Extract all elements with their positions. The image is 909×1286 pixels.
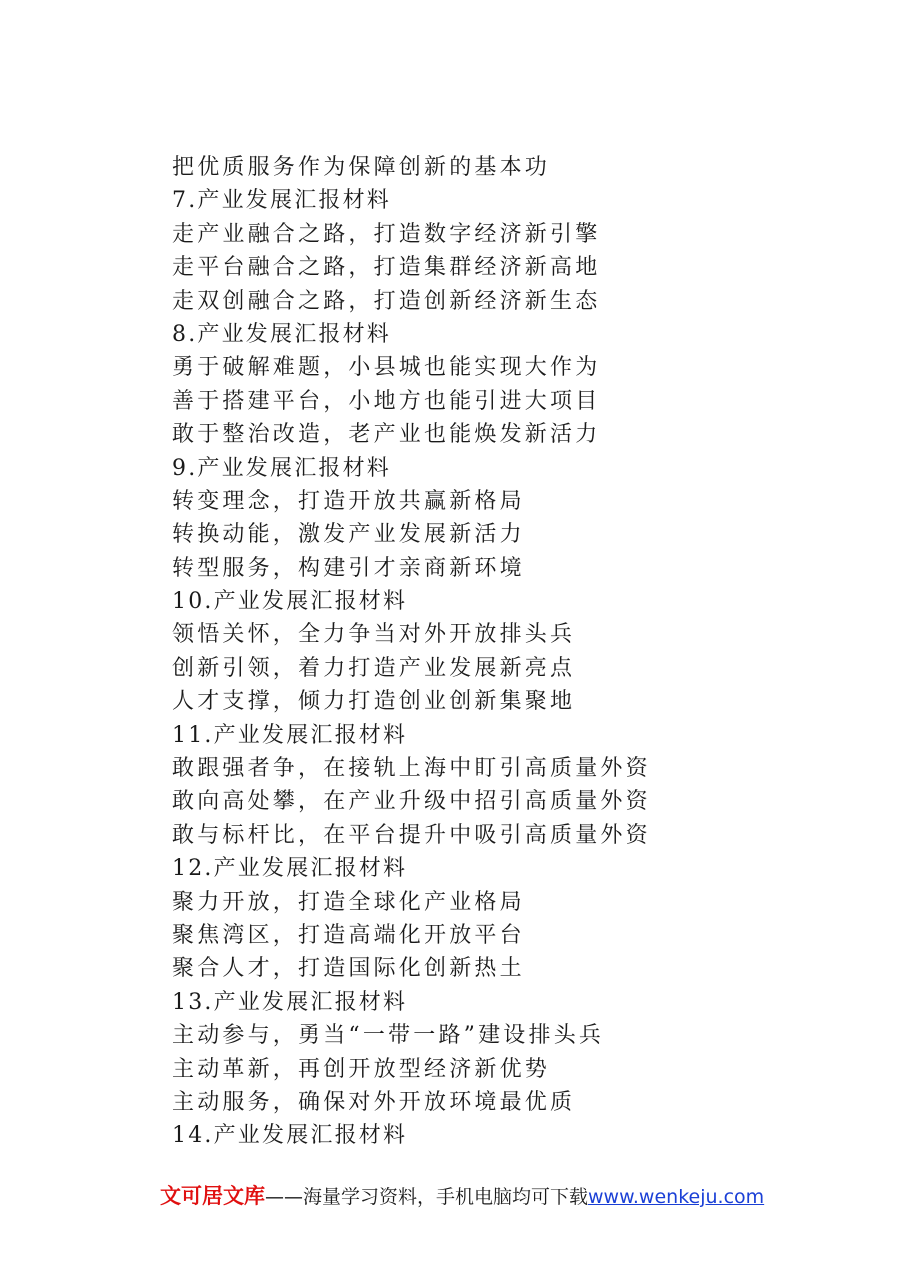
- text-line: 把优质服务作为保障创新的基本功: [172, 155, 551, 180]
- text-line: 敢于整治改造，老产业也能焕发新活力: [172, 422, 601, 448]
- document-body: [172, 151, 872, 1153]
- text-line: 走产业融合之路，打造数字经济新引擎: [172, 221, 601, 247]
- section-heading: 7.产业发展汇报材料: [172, 188, 391, 214]
- section-heading: 10.产业发展汇报材料: [172, 589, 408, 615]
- text-line: 敢与标杆比，在平台提升中吸引高质量外资: [172, 822, 651, 848]
- text-line: 领悟关怀，全力争当对外开放排头兵: [172, 622, 576, 648]
- text-line: 转变理念，打造开放共赢新格局: [172, 488, 525, 514]
- text-line: 主动参与，勇当“一带一路”建设排头兵: [172, 1023, 605, 1049]
- text-line: 转型服务，构建引才亲商新环境: [172, 555, 525, 581]
- footer-tagline: ——海量学习资料，手机电脑均可下载: [265, 1186, 589, 1208]
- section-heading: 13.产业发展汇报材料: [172, 989, 408, 1015]
- text-line: 走双创融合之路，打造创新经济新生态: [172, 288, 601, 314]
- section-heading: 11.产业发展汇报材料: [172, 722, 408, 748]
- section-heading: 9.产业发展汇报材料: [172, 455, 391, 481]
- text-line: 走平台融合之路，打造集群经济新高地: [172, 255, 601, 281]
- footer-url-link[interactable]: www.wenkeju.com: [588, 1186, 765, 1208]
- section-heading: 14.产业发展汇报材料: [172, 1123, 408, 1149]
- text-line: 聚力开放，打造全球化产业格局: [172, 889, 525, 915]
- text-line: 勇于破解难题，小县城也能实现大作为: [172, 355, 601, 381]
- footer-banner: [160, 1182, 800, 1211]
- section-heading: 12.产业发展汇报材料: [172, 856, 408, 882]
- text-line: 敢跟强者争，在接轨上海中盯引高质量外资: [172, 756, 651, 782]
- text-line: 主动革新，再创开放型经济新优势: [172, 1056, 551, 1082]
- text-line: 聚焦湾区，打造高端化开放平台: [172, 922, 525, 948]
- text-line: 创新引领，着力打造产业发展新亮点: [172, 655, 576, 681]
- footer-brand: 文可居文库: [160, 1184, 265, 1208]
- text-line: 主动服务，确保对外开放环境最优质: [172, 1089, 576, 1115]
- text-line: 聚合人才，打造国际化创新热土: [172, 956, 525, 982]
- text-line: 敢向高处攀，在产业升级中招引高质量外资: [172, 789, 651, 815]
- text-line: 人才支撑，倾力打造创业创新集聚地: [172, 689, 576, 715]
- section-heading: 8.产业发展汇报材料: [172, 321, 391, 347]
- text-line: 转换动能，激发产业发展新活力: [172, 522, 525, 548]
- text-line: 善于搭建平台，小地方也能引进大项目: [172, 388, 601, 414]
